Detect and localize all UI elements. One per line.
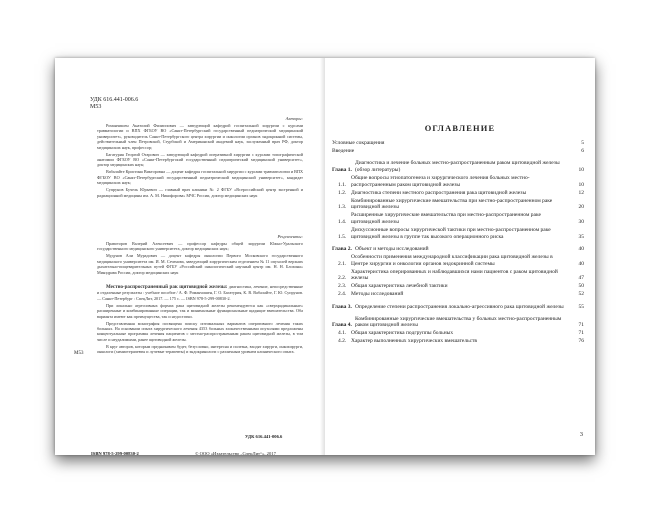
toc-entry-page: 10 (578, 166, 584, 173)
reviewer-entry: Мудунов Али Мурадович — доцент кафедры онкологии Первого Московского государственного медицинского университета им. И. М. Сеченова, заведующий хирургическим отделением № 11 опухолей верхних дыхательно-пищеварительных путей ФГБУ «Российский онкологический научный центр им. Н. Н. Блохина» Минздрава России, доктор медицинских наук (97, 253, 303, 275)
toc-entry-number: 1.4. (338, 219, 347, 226)
toc-entry-number: 2.2. (338, 275, 347, 282)
abstract-paragraph: Представленная монография посвящена поиску оптимальных вариантов оперативного лечения таких больных. На основании опыта хирургического лечения 4353 больных злокачественными опухолями предложены концептуальные программы лечения пациентов с местно-распространенным раком щитовидной железы, в том числе и неудалимыми, ранее щитовидной железы. (97, 320, 303, 342)
toc-entry-number: Глава 2. (332, 245, 352, 252)
toc-entry-text: Диагностика и лечение больных местно-распространенным раком щитовидной железы (обзор литературы) (354, 160, 560, 173)
toc-entry-text: Характеристика оперированных и наблюдавшихся нами пациентов с раком щитовидной железы (351, 268, 558, 282)
authors-block (97, 116, 303, 200)
toc-entry-page: 55 (578, 303, 584, 310)
reviewers-block (97, 234, 303, 277)
toc-entry-page: 40 (578, 245, 584, 252)
toc-entry-page: 35 (578, 233, 584, 240)
left-page (55, 58, 325, 455)
author-entry: Багатурия Георгий Отарович — заведующий кафедрой оперативной хирургии с курсами топографической анатомии ФГБОУ ВО «Санкт-Петербургский государственный педиатрический медицинский университет», доктор медицинских наук; (97, 151, 303, 168)
toc-entry[interactable] (332, 303, 584, 311)
toc-entry-text: Общая характеристика подгруппы больных (351, 330, 454, 337)
toc-entry[interactable] (332, 330, 584, 337)
toc-entry[interactable] (332, 189, 584, 197)
toc-entry-text: Характер выполненных хирургических вмешательств (351, 338, 478, 345)
toc-entry-text: Комбинированные хирургические вмешательства у больных местно-распространенным раком щитовидной железы (354, 315, 562, 329)
toc-entry-text: Введение (332, 148, 355, 154)
toc-entry-text: Условные сокращения (332, 140, 385, 146)
toc-entry-page: 6 (581, 148, 584, 154)
author-entry: Вабалайте Кристина Викторовна — доцент кафедры госпитальной хирургии с курсами травматологии и ВПХ ФГБОУ ВО «Санкт-Петербургский государственный педиатрический медицинский университет», кандидат медицинских наук; (97, 169, 303, 186)
bibliographic-block (97, 284, 303, 356)
author-entry: Романчишен Анатолий Филиппович — заведующий кафедрой госпитальной хирургии с курсами травматологии и ВПХ ФГБОУ ВО «Санкт-Петербургский государственный педиатрический медицинский университет», руководитель Санкт-Петербургского центра хирургии и онкологии органов эндокринной системы, действительный член Петровской, Стурбской и Американской академий наук, заслуженный врач РФ, доктор медицинских наук, профессор; (97, 123, 303, 150)
book-spread (55, 58, 595, 455)
toc-entry[interactable] (332, 268, 584, 282)
authors-heading: Авторы: (285, 116, 303, 121)
abstract-paragraph: В круг авторов, которым предназначен будет, безусловно, интересна и полезна, входят хирурги, онкохирурги, онкологи (химиотерапевты и лучевые терапевты) и эндокринологи с различным уровнем клинического опыта. (97, 343, 303, 355)
author-entry: Супрунов Бучель Юрьевич — главный врач клиники № 2 ФГБУ «Всероссийский центр экстренной и радиационной медицины им. А. М. Никифорова» МЧС России, доктор медицинских наук (97, 187, 303, 198)
book-description: диагностика, лечение, непосредственные и отдаленные результаты : учебное пособие / А. Ф. Романчишен, Г. О. Багатурия, К. В. Вабалайте, Г. Ю. Супрунов. — Санкт-Петербург : СпецЛит, 2017. — 175 с. — ISBN 978-5-299-00830-2. (97, 284, 303, 301)
toc-entry-number: 1.2. (338, 189, 347, 196)
toc-entry-text: Диагностика степени местного распространения рака щитовидной железы (351, 189, 527, 196)
table-of-contents (332, 140, 584, 346)
toc-entry-number: 4.1. (338, 330, 347, 337)
toc-entry-text: Расширенные хирургические вмешательства при местно-распространенном раке щитовидной железы (351, 212, 541, 226)
toc-entry-number: 2.3. (338, 283, 347, 290)
toc-entry-text: Методы исследований (351, 291, 404, 298)
udk-code: УДК 616.441-006.6 (90, 97, 139, 103)
toc-entry[interactable] (332, 197, 584, 211)
toc-entry-page: 47 (578, 275, 584, 282)
toc-entry[interactable] (332, 338, 584, 345)
toc-entry[interactable] (332, 253, 584, 267)
toc-entry[interactable] (332, 160, 584, 173)
udk-header (90, 97, 138, 111)
right-page (325, 58, 595, 455)
toc-entry[interactable] (332, 245, 584, 253)
toc-entry-number: 1.3. (338, 204, 347, 211)
page-number: 3 (579, 431, 583, 438)
toc-entry-page: 71 (578, 330, 584, 337)
toc-entry[interactable] (332, 291, 584, 298)
toc-entry-number: 1.1. (338, 181, 347, 188)
toc-entry-page: 52 (578, 291, 584, 298)
copyright: © ООО «Издательство „СпецЛит“», 2017 (195, 451, 276, 455)
toc-entry-number: 1.5. (338, 233, 347, 240)
toc-entry[interactable] (332, 148, 584, 155)
toc-entry-text: Комбинированные хирургические вмешательства при местно-распространенном раке щитовидной железы (351, 197, 553, 211)
toc-entry-page: 10 (578, 181, 584, 188)
toc-entry-page: 12 (578, 189, 584, 196)
toc-entry-number: Глава 1. (332, 166, 352, 173)
toc-title: ОГЛАВЛЕНИЕ (424, 124, 496, 133)
toc-entry[interactable] (332, 283, 584, 290)
toc-entry[interactable] (332, 212, 584, 226)
toc-entry[interactable] (332, 227, 584, 240)
bbk-code: М53 (90, 104, 102, 110)
toc-entry-text: Определение степени распространения локально-агрессивного рака щитовидной железы (354, 303, 564, 310)
toc-entry-page: 76 (578, 338, 584, 345)
toc-entry-text: Дискуссионные вопросы хирургической тактики при местно-распространенном раке щитовидной железы в группе так высокого операционного риска (351, 227, 551, 240)
toc-entry-text: Общие вопросы этиопатогенеза и хирургического лечения больных местно-распространенным раком щитовидной железы (351, 174, 530, 188)
toc-entry[interactable] (332, 315, 584, 329)
reviewers-heading: Рецензенты: (277, 234, 303, 239)
toc-entry-number: 2.1. (338, 260, 347, 267)
book-title: Местно-распространенный рак щитовидной железы: (106, 285, 228, 290)
reviewer-entry: Правоторов Валерий Алексеевич — профессор кафедры общей хирургии Южно-Уральского государственного медицинского университета, доктор медицинских наук; (97, 241, 303, 252)
toc-entry-page: 40 (578, 260, 584, 267)
toc-entry-page: 30 (578, 219, 584, 226)
toc-entry-number: Глава 3. (332, 303, 352, 310)
toc-entry-text: Объект и методы исследований (354, 245, 429, 252)
toc-entry[interactable] (332, 174, 584, 188)
udk-footer: УДК 616.441-006.6 (245, 434, 283, 439)
toc-entry-text: Общая характеристика лечебной тактики (351, 283, 448, 290)
bbk-margin-code: М53 (74, 351, 84, 356)
isbn: ISBN 978-5-299-00830-2 (91, 451, 139, 455)
toc-entry-number: Глава 4. (332, 322, 352, 329)
toc-entry-page: 50 (578, 283, 584, 290)
toc-entry-page: 20 (578, 204, 584, 211)
toc-entry-number: 2.4. (338, 291, 347, 298)
toc-entry[interactable] (332, 140, 584, 147)
toc-entry-number: 4.2. (338, 338, 347, 345)
toc-entry-text: Особенности применения международной классификации рака щитовидной железы в Центре хирургии и онкологии органов эндокринной системы (351, 253, 553, 267)
toc-entry-page: 5 (581, 140, 584, 146)
abstract-paragraph: При локально агрессивных формах рака щитовидной железы рекомендуются как «сверхрадикальные» расширенные и комбинированные операции, так и минимальные функциональные щадящие вмешательства. Оба варианта имеют как преимущества, так и недостатки. (97, 302, 303, 319)
toc-entry-page: 71 (578, 322, 584, 329)
